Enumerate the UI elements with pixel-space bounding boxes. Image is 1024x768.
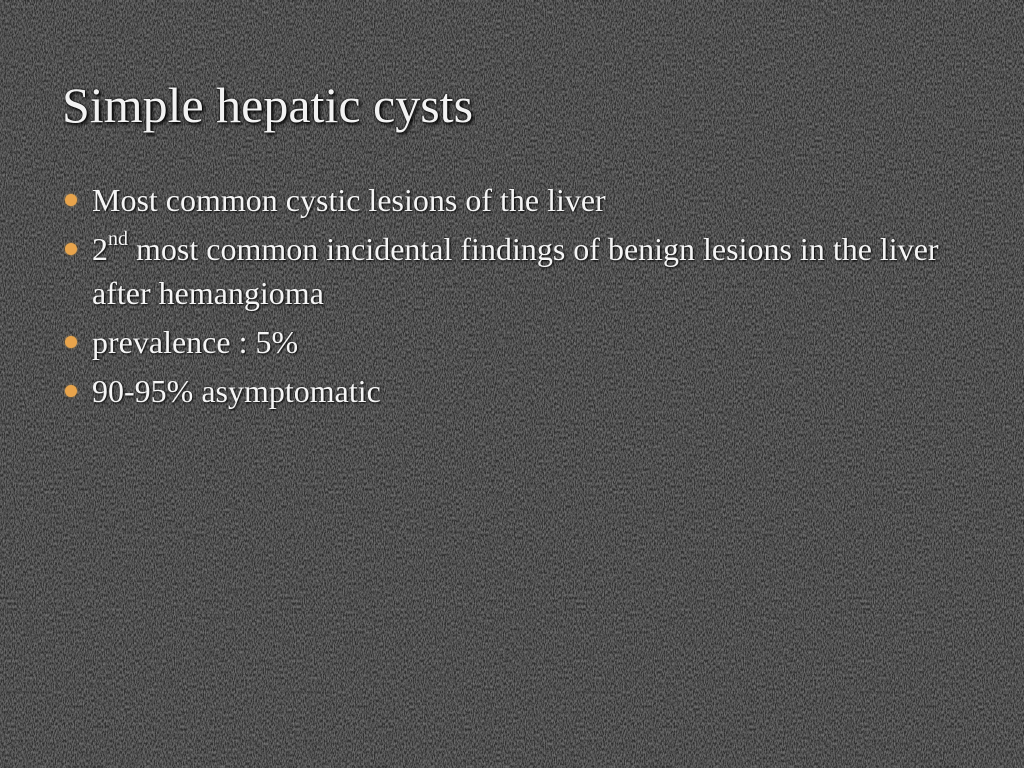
slide-title: Simple hepatic cysts <box>62 77 474 133</box>
bullet-text: 90-95% asymptomatic <box>92 373 381 409</box>
bullet-dot-icon <box>65 385 77 397</box>
bullet-dot-icon <box>65 336 77 348</box>
bullet-text-prefix: 2 <box>92 231 108 267</box>
bullet-text: most common incidental findings of benign lesions in the liver after hemangioma <box>92 231 939 311</box>
bullet-list <box>62 178 962 418</box>
bullet-dot-icon <box>65 243 77 255</box>
bullet-text: Most common cystic lesions of the liver <box>92 182 606 218</box>
bullet-item <box>62 178 962 222</box>
bullet-item <box>62 227 962 315</box>
bullet-text: prevalence : 5% <box>92 324 299 360</box>
bullet-text-superscript: nd <box>108 228 128 251</box>
bullet-item <box>62 369 962 413</box>
bullet-dot-icon <box>65 194 77 206</box>
bullet-item <box>62 320 962 364</box>
